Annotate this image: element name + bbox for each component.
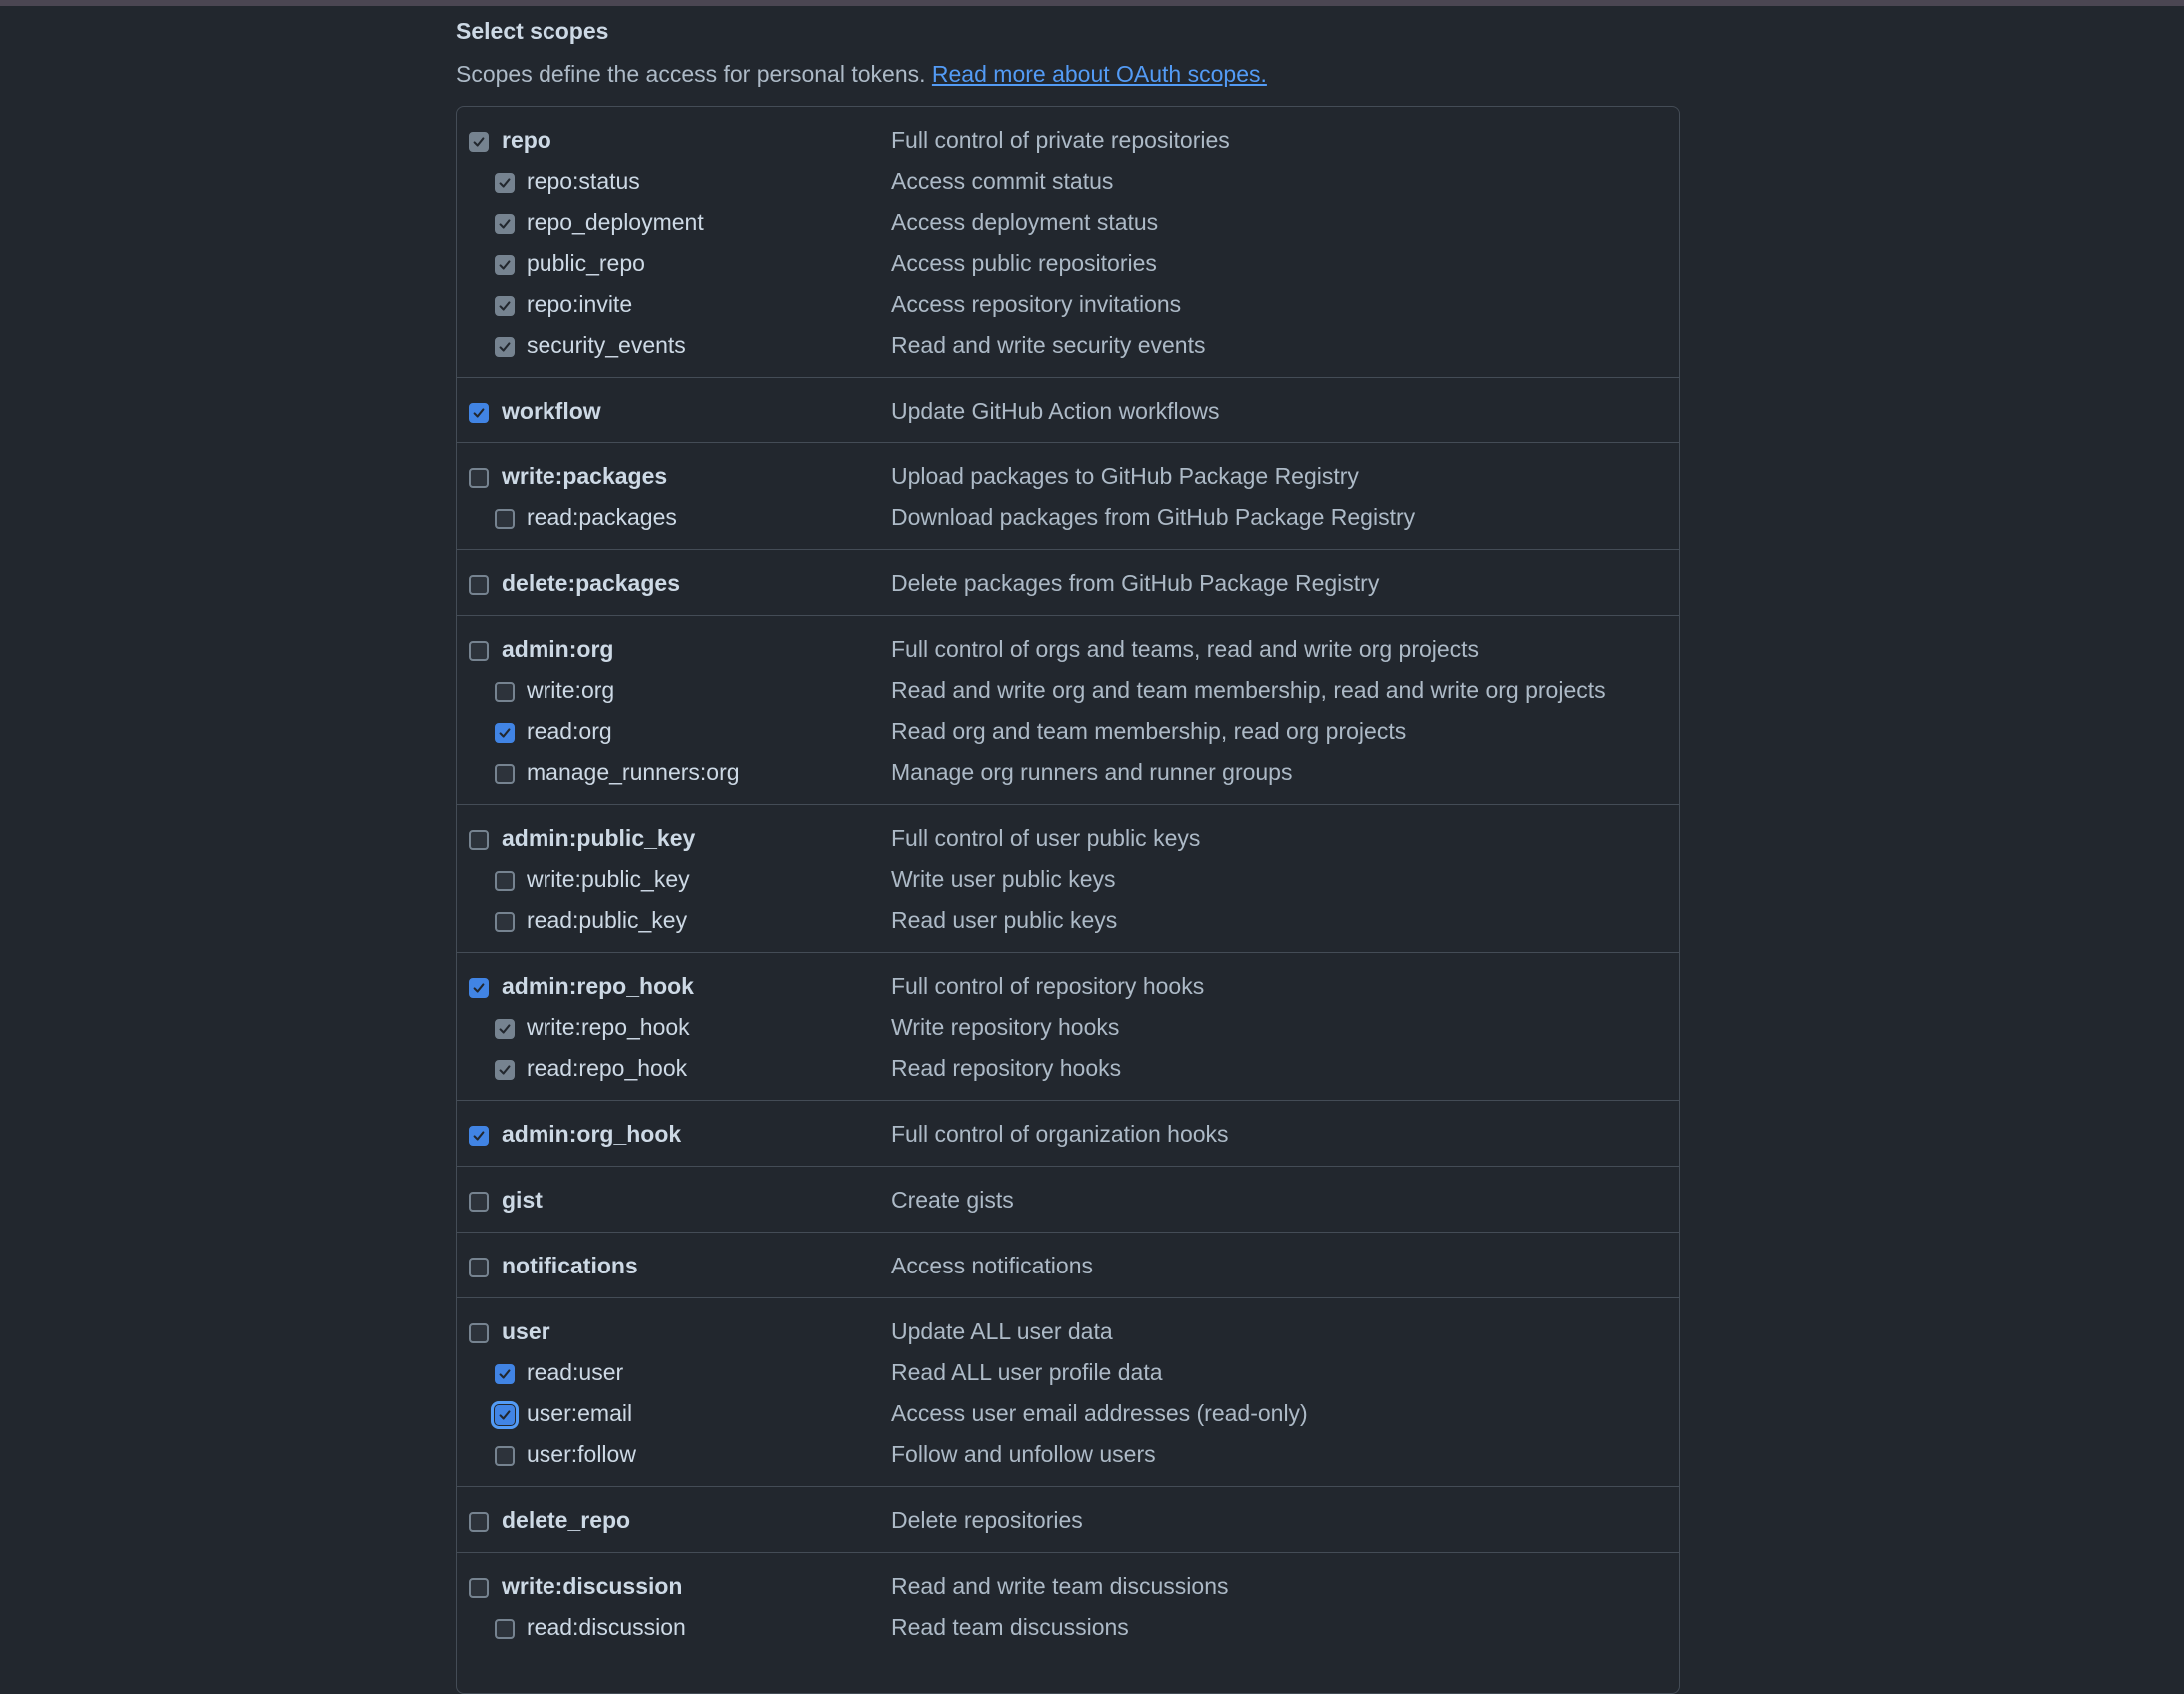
scope-row-write-org [457, 670, 1679, 711]
scope-checkbox[interactable] [495, 296, 515, 316]
scope-checkbox[interactable] [495, 723, 515, 743]
scope-row-write-repo-hook [457, 1007, 1679, 1048]
scope-checkbox[interactable] [495, 255, 515, 275]
scope-description: Read user public keys [891, 907, 1118, 933]
scope-checkbox[interactable] [495, 1364, 515, 1384]
scope-row-admin-public-key [457, 818, 1679, 859]
check-icon [498, 1367, 512, 1381]
scope-description: Write user public keys [891, 866, 1116, 892]
scope-group [457, 107, 1679, 377]
scope-row-workflow [457, 391, 1679, 431]
scope-description: Read and write org and team membership, read and write org projects [891, 677, 1606, 703]
scope-group [457, 1100, 1679, 1166]
scope-description: Delete packages from GitHub Package Registry [891, 570, 1380, 596]
scope-name[interactable]: repo_deployment [527, 209, 704, 235]
scope-name[interactable]: write:org [527, 677, 615, 703]
scope-row-delete-packages [457, 563, 1679, 604]
scope-checkbox[interactable] [469, 641, 489, 661]
check-icon [472, 406, 486, 420]
scope-row-admin-repo-hook [457, 966, 1679, 1007]
scope-description: Manage org runners and runner groups [891, 759, 1293, 785]
scope-description: Full control of orgs and teams, read and write org projects [891, 636, 1480, 662]
scope-name[interactable]: admin:public_key [502, 825, 696, 851]
top-border [0, 0, 2184, 6]
check-icon [498, 1408, 512, 1422]
scope-name[interactable]: repo:invite [527, 291, 633, 317]
scope-checkbox[interactable] [469, 830, 489, 850]
scope-description: Access public repositories [891, 250, 1157, 276]
check-icon [498, 258, 512, 272]
scope-description: Access commit status [891, 168, 1114, 194]
scope-description: Delete repositories [891, 1507, 1083, 1533]
check-icon [498, 1063, 512, 1077]
scope-checkbox[interactable] [495, 1019, 515, 1039]
scope-name[interactable]: workflow [502, 398, 601, 424]
scope-group [457, 1232, 1679, 1297]
scope-group [457, 549, 1679, 615]
scope-description: Follow and unfollow users [891, 1441, 1156, 1467]
scope-name[interactable]: write:packages [502, 463, 668, 489]
scope-description: Read ALL user profile data [891, 1359, 1163, 1385]
scope-description: Full control of organization hooks [891, 1121, 1229, 1147]
scope-row-admin-org [457, 629, 1679, 670]
scope-checkbox[interactable] [469, 1323, 489, 1343]
scope-name[interactable]: write:discussion [502, 1573, 683, 1599]
scope-row-user [457, 1311, 1679, 1352]
check-icon [472, 981, 486, 995]
scope-group [457, 1297, 1679, 1486]
scope-row-delete-repo [457, 1500, 1679, 1541]
scope-group [457, 952, 1679, 1100]
scope-name[interactable]: read:public_key [527, 907, 688, 933]
scope-group [457, 1552, 1679, 1659]
check-icon [498, 176, 512, 190]
scope-checkbox[interactable] [469, 1512, 489, 1532]
scope-name[interactable]: admin:org [502, 636, 614, 662]
scope-name[interactable]: read:discussion [527, 1614, 686, 1640]
scope-row-read-packages [457, 497, 1679, 538]
section-title: Select scopes [456, 18, 609, 44]
oauth-scopes-link[interactable]: Read more about OAuth scopes. [931, 61, 1267, 87]
description-text: Scopes define the access for personal tokens. [456, 61, 926, 87]
scope-description: Full control of private repositories [891, 127, 1230, 153]
scope-name[interactable]: security_events [527, 332, 686, 358]
scope-description: Read and write security events [891, 332, 1206, 358]
scope-name[interactable]: user:follow [527, 1441, 636, 1467]
check-icon [498, 1022, 512, 1036]
scope-checkbox[interactable] [469, 468, 489, 488]
scope-checkbox[interactable] [495, 337, 515, 357]
section-description [456, 60, 1682, 88]
scope-row-write-packages [457, 456, 1679, 497]
scope-description: Create gists [891, 1187, 1014, 1213]
scope-row-repo-status [457, 161, 1679, 202]
scope-name[interactable]: write:public_key [527, 866, 690, 892]
scope-description: Read repository hooks [891, 1055, 1122, 1081]
scope-row-security-events [457, 325, 1679, 366]
scope-description: Update ALL user data [891, 1318, 1113, 1344]
scope-group [457, 1486, 1679, 1552]
scope-checkbox[interactable] [495, 764, 515, 784]
scope-checkbox[interactable] [495, 1446, 515, 1466]
scope-checkbox[interactable] [495, 682, 515, 702]
scope-description: Access deployment status [891, 209, 1159, 235]
scope-name[interactable]: manage_runners:org [527, 759, 740, 785]
scopes-section [456, 18, 1682, 1694]
scope-name[interactable]: public_repo [527, 250, 645, 276]
scope-checkbox[interactable] [469, 132, 489, 152]
scope-name[interactable]: admin:org_hook [502, 1121, 682, 1147]
scope-row-write-public-key [457, 859, 1679, 900]
scope-checkbox[interactable] [469, 1258, 489, 1277]
scope-checkbox[interactable] [469, 1126, 489, 1146]
scope-name[interactable]: gist [502, 1187, 543, 1213]
scope-row-repo [457, 120, 1679, 161]
scope-description: Read team discussions [891, 1614, 1129, 1640]
scope-name[interactable]: user [502, 1318, 550, 1344]
scope-group [457, 804, 1679, 952]
scope-row-write-discussion [457, 1566, 1679, 1607]
scope-row-read-org [457, 711, 1679, 752]
scope-row-read-discussion [457, 1607, 1679, 1648]
check-icon [498, 299, 512, 313]
scope-name[interactable]: write:repo_hook [527, 1014, 690, 1040]
scope-checkbox[interactable] [469, 403, 489, 423]
scope-row-manage-runners-org [457, 752, 1679, 793]
scope-name[interactable]: repo:status [527, 168, 640, 194]
scope-description: Read org and team membership, read org projects [891, 718, 1407, 744]
scope-description: Access notifications [891, 1253, 1093, 1278]
scope-name[interactable]: read:org [527, 718, 612, 744]
scope-name[interactable]: read:packages [527, 504, 677, 530]
scope-row-repo-invite [457, 284, 1679, 325]
scope-description: Update GitHub Action workflows [891, 398, 1220, 424]
check-icon [498, 340, 512, 354]
scope-description: Access repository invitations [891, 291, 1182, 317]
scope-row-admin-org-hook [457, 1114, 1679, 1155]
scope-name[interactable]: delete_repo [502, 1507, 631, 1533]
scope-group [457, 1166, 1679, 1232]
scope-row-notifications [457, 1246, 1679, 1286]
scope-group [457, 442, 1679, 549]
scope-row-gist [457, 1180, 1679, 1221]
scope-row-repo-deployment [457, 202, 1679, 243]
scope-name[interactable]: user:email [527, 1400, 633, 1426]
scope-checkbox[interactable] [495, 912, 515, 932]
scope-checkbox[interactable] [469, 1578, 489, 1598]
scope-checkbox[interactable] [495, 871, 515, 891]
scope-group [457, 615, 1679, 804]
scope-name[interactable]: notifications [502, 1253, 638, 1278]
scope-description: Full control of user public keys [891, 825, 1201, 851]
scope-row-public-repo [457, 243, 1679, 284]
scope-checkbox[interactable] [495, 214, 515, 234]
scope-name[interactable]: admin:repo_hook [502, 973, 694, 999]
scopes-list [456, 106, 1680, 1694]
scope-checkbox[interactable] [495, 509, 515, 529]
scope-description: Access user email addresses (read-only) [891, 1400, 1308, 1426]
scope-row-read-public-key [457, 900, 1679, 941]
check-icon [498, 726, 512, 740]
scope-name[interactable]: delete:packages [502, 570, 680, 596]
check-icon [498, 217, 512, 231]
scope-checkbox[interactable] [495, 1619, 515, 1639]
scope-row-user-follow [457, 1434, 1679, 1475]
scope-checkbox[interactable] [469, 978, 489, 998]
scope-description: Read and write team discussions [891, 1573, 1229, 1599]
scope-row-read-user [457, 1352, 1679, 1393]
scope-group [457, 377, 1679, 442]
scope-name[interactable]: repo [502, 127, 551, 153]
scope-description: Download packages from GitHub Package Registry [891, 504, 1416, 530]
scope-description: Upload packages to GitHub Package Registry [891, 463, 1359, 489]
scope-description: Write repository hooks [891, 1014, 1120, 1040]
scope-description: Full control of repository hooks [891, 973, 1205, 999]
scope-checkbox[interactable] [469, 1192, 489, 1212]
check-icon [472, 135, 486, 149]
scope-name[interactable]: read:user [527, 1359, 624, 1385]
scope-row-read-repo-hook [457, 1048, 1679, 1089]
scope-name[interactable]: read:repo_hook [527, 1055, 688, 1081]
scope-checkbox[interactable] [495, 1060, 515, 1080]
scope-checkbox[interactable] [495, 173, 515, 193]
scope-checkbox[interactable] [469, 575, 489, 595]
scope-row-user-email [457, 1393, 1679, 1434]
scope-checkbox[interactable] [495, 1405, 515, 1425]
check-icon [472, 1129, 486, 1143]
